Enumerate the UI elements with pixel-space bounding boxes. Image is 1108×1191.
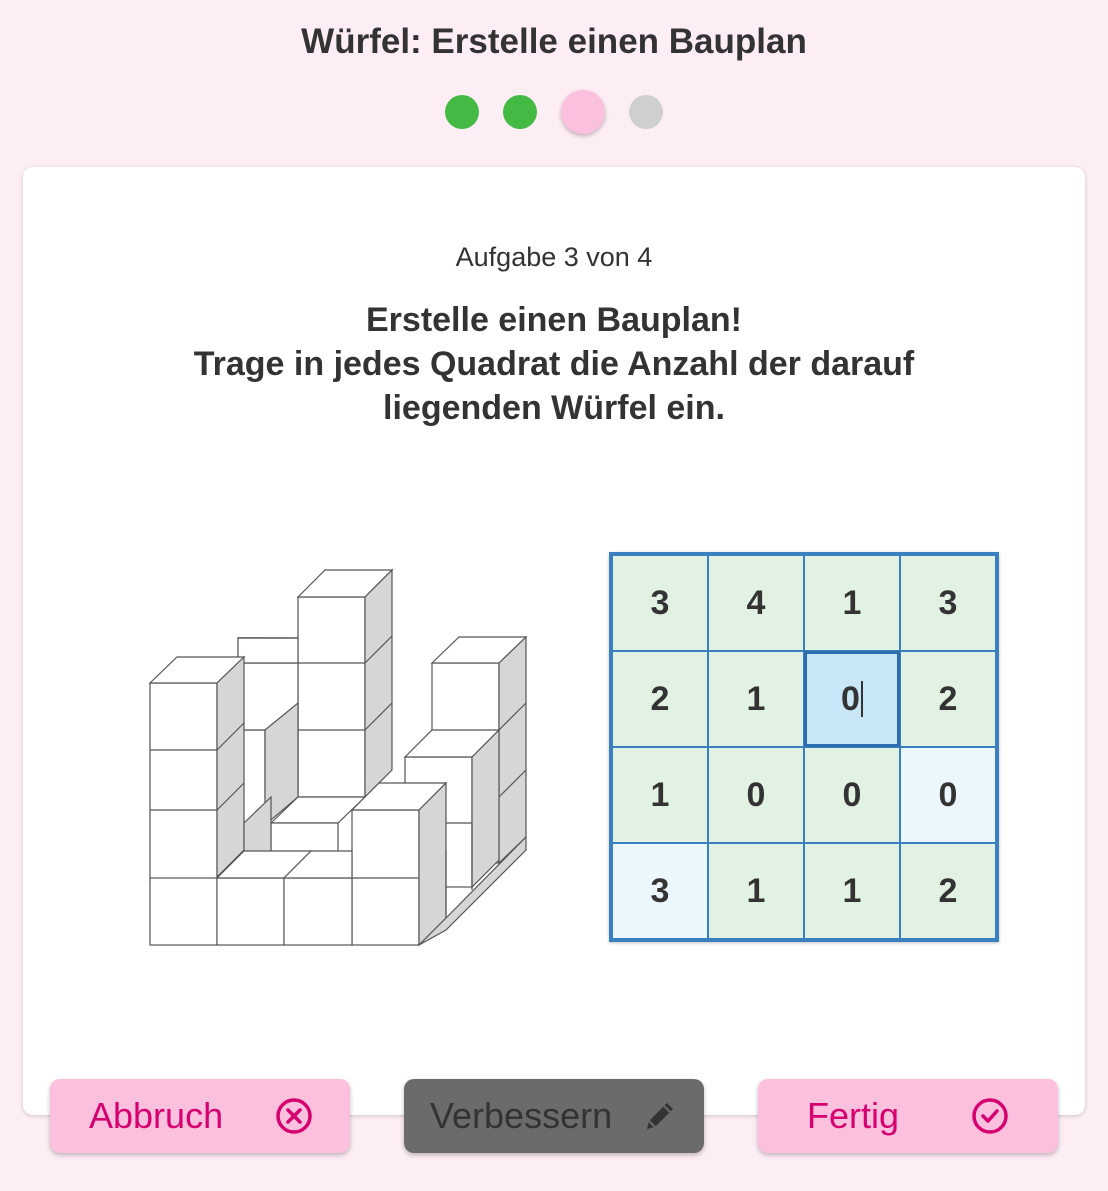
progress-indicator xyxy=(0,90,1108,134)
grid-cell[interactable]: 1 xyxy=(612,747,708,843)
grid-cell[interactable]: 3 xyxy=(612,843,708,939)
grid-cell-active[interactable] xyxy=(804,651,900,747)
grid-cell[interactable]: 0 xyxy=(900,747,996,843)
circle-check-icon xyxy=(970,1096,1010,1136)
done-button[interactable] xyxy=(758,1079,1058,1153)
improve-button[interactable] xyxy=(404,1079,704,1153)
grid-cell[interactable]: 1 xyxy=(804,555,900,651)
instruction-line-1: Erstelle einen Bauplan! xyxy=(366,301,742,339)
circle-x-icon xyxy=(274,1096,314,1136)
instruction-line-3: liegenden Würfel ein. xyxy=(383,389,725,427)
progress-dot-3 xyxy=(561,90,605,134)
progress-dot-4 xyxy=(629,95,663,129)
instruction-line-2: Trage in jedes Quadrat die Anzahl der darauf xyxy=(193,345,915,383)
page-title: Würfel: Erstelle einen Bauplan xyxy=(301,22,807,61)
grid-cell[interactable]: 4 xyxy=(708,555,804,651)
done-button-label: Fertig xyxy=(807,1095,900,1136)
progress-dot-2 xyxy=(503,95,537,129)
grid-cell[interactable]: 2 xyxy=(612,651,708,747)
improve-button-label: Verbessern xyxy=(430,1095,613,1136)
cancel-button[interactable] xyxy=(50,1079,350,1153)
cancel-button-label: Abbruch xyxy=(89,1095,224,1136)
grid-cell[interactable]: 1 xyxy=(708,843,804,939)
text-caret xyxy=(861,681,863,717)
pencil-icon xyxy=(640,1096,680,1136)
grid-cell[interactable]: 1 xyxy=(804,843,900,939)
grid-cell[interactable]: 2 xyxy=(900,843,996,939)
grid-cell[interactable]: 0 xyxy=(804,747,900,843)
grid-cell[interactable]: 1 xyxy=(708,651,804,747)
progress-dot-1 xyxy=(445,95,479,129)
task-instructions xyxy=(0,298,1108,430)
grid-cell[interactable]: 0 xyxy=(708,747,804,843)
building-plan-grid xyxy=(609,552,999,942)
cube-structure-image xyxy=(140,560,540,960)
grid-cell[interactable]: 2 xyxy=(900,651,996,747)
grid-cell[interactable]: 3 xyxy=(900,555,996,651)
grid-cell-value: 0 xyxy=(841,679,860,718)
task-counter: Aufgabe 3 von 4 xyxy=(455,242,653,272)
grid-cell[interactable]: 3 xyxy=(612,555,708,651)
